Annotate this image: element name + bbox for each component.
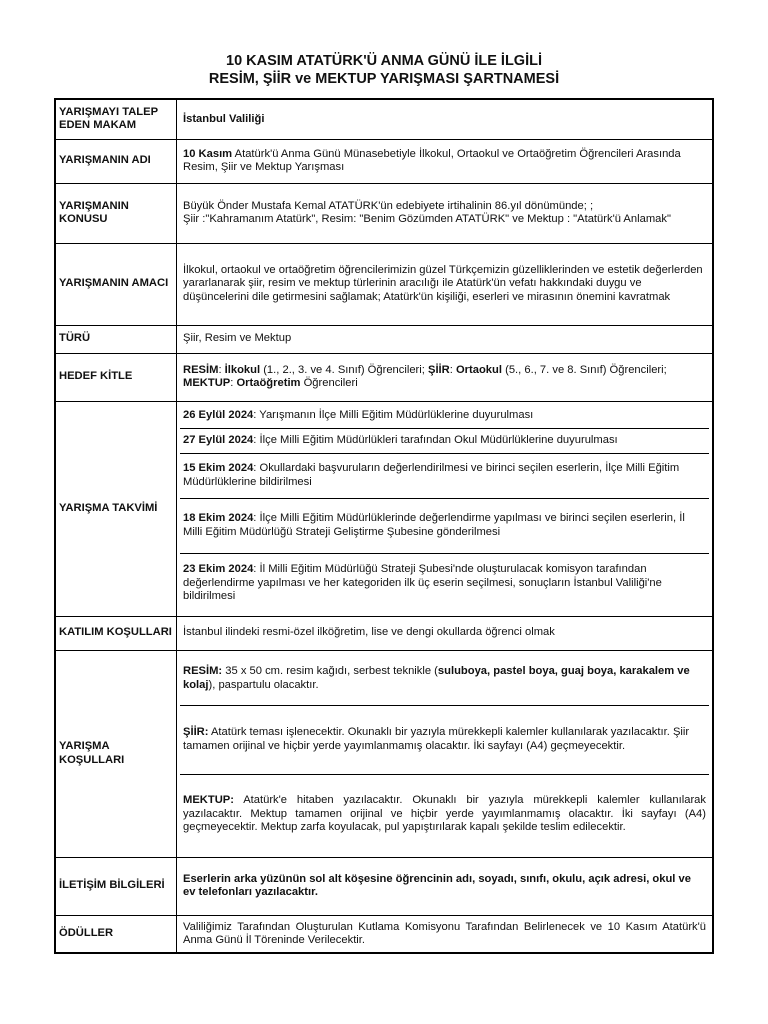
label-oduller: ÖDÜLLER	[55, 915, 177, 953]
label-makam: YARIŞMAYI TALEP EDEN MAKAM	[55, 99, 177, 139]
takvim-item: 27 Eylül 2024: İlçe Milli Eğitim Müdürlükleri tarafından Okul Müdürlüklerine duyurulması	[180, 429, 709, 454]
row-kosul	[55, 650, 713, 857]
label-hedef: HEDEF KİTLE	[55, 353, 177, 401]
value-katilim: İstanbul ilindeki resmi-özel ilköğretim, lise ve dengi okullarda öğrenci olmak	[183, 626, 555, 639]
value-turu: Şiir, Resim ve Mektup	[183, 332, 292, 345]
row-makam	[55, 99, 713, 139]
value-makam: İstanbul Valiliği	[183, 112, 265, 125]
value-amac: İlkokul, ortaokul ve ortaöğretim öğrencilerimizin güzel Türkçemizin güzelliklerinden ve estetik değerlerden yararlanarak şiir, resim ve mektup türlerinin aracılığı ile Atatürk'ün vefatı hakkındaki duygu ve düşüncelerini dile getirmesini sağlamak; Atatürk'ün kişiliği, eserleri ve mirasının önemini kavratmak	[183, 263, 703, 303]
row-amac	[55, 243, 713, 325]
row-oduller	[55, 915, 713, 953]
kosul-mektup: MEKTUP: Atatürk'e hitaben yazılacaktır. Okunaklı bir yazıyla mürekkepli kalemler kullanılarak yazılacaktır. Mektup tamamen orijinal ve hiçbir yerde yayımlanmamış olacaktır. İki sayfayı (A4) geçmeyecektir. Mektup zarfa koyulacak, pul yapıştırılarak kapalı şekilde teslim edilecektir.	[183, 794, 706, 834]
row-adi	[55, 139, 713, 183]
takvim-item: 15 Ekim 2024: Okullardaki başvuruların değerlendirilmesi ve birinci seçilen eserlerin, İlçe Milli Eğitim Müdürlüklerine bildirilmesi	[180, 454, 709, 499]
value-iletisim: Eserlerin arka yüzünün sol alt köşesine öğrencinin adı, soyadı, sınıfı, okulu, açık adresi, okul ve ev telefonları yazılacaktır.	[183, 872, 691, 898]
kosul-resim: RESİM: 35 x 50 cm. resim kağıdı, serbest teknikle (suluboya, pastel boya, guaj boya, karakalem ve kolaj), paspartulu olacaktır.	[180, 653, 709, 706]
title-line-1: 10 KASIM ATATÜRK'Ü ANMA GÜNÜ İLE İLGİLİ	[226, 53, 542, 69]
value-oduller: Valiliğimiz Tarafından Oluşturulan Kutlama Komisyonu Tarafından Belirlenecek ve 10 Kasım Atatürk'ü Anma Günü İl Töreninde Verilecektir.	[183, 920, 706, 946]
label-amac: YARIŞMANIN AMACI	[55, 243, 177, 325]
value-hedef: RESİM: İlkokul (1., 2., 3. ve 4. Sınıf) Öğrencileri; ŞİİR: Ortaokul (5., 6., 7. ve 8. Sınıf) Öğrencileri; MEKTUP: Ortaöğretim Öğrencileri	[183, 363, 667, 389]
value-konu: Büyük Önder Mustafa Kemal ATATÜRK'ün edebiyete irtihalinin 86.yıl dönümünde; ; Şiir :"Kahramanım Atatürk", Resim: "Benim Gözümden ATATÜRK" ve Mektup : "Atatürk'ü Anlamak"	[183, 199, 671, 225]
document-title	[0, 52, 768, 88]
label-iletisim: İLETİŞİM BİLGİLERİ	[55, 857, 177, 915]
label-takvim: YARIŞMA TAKVİMİ	[55, 401, 177, 616]
title-line-2: RESİM, ŞİİR ve MEKTUP YARIŞMASI ŞARTNAMESİ	[208, 71, 560, 87]
value-adi: 10 Kasım Atatürk'ü Anma Günü Münasebetiyle İlkokul, Ortaokul ve Ortaöğretim Öğrencileri Arasında Resim, Şiir ve Mektup Yarışması	[183, 147, 681, 173]
label-katilim: KATILIM KOŞULLARI	[55, 616, 177, 650]
row-katilim	[55, 616, 713, 650]
specification-table	[54, 98, 714, 954]
label-adi: YARIŞMANIN ADI	[55, 139, 177, 183]
row-konu	[55, 183, 713, 243]
takvim-item: 18 Ekim 2024: İlçe Milli Eğitim Müdürlüklerinde değerlendirme yapılması ve birinci seçilen eserlerin, İl Milli Eğitim Müdürlüğü Strateji Geliştirme Şubesine gönderilmesi	[180, 499, 709, 554]
kosul-siir: ŞİİR: Atatürk teması işlenecektir. Okunaklı bir yazıyla mürekkepli kalemler kullanılarak yazılacaktır. Şiir tamamen orijinal ve hiçbir yerde yayımlanmamış olacaktır. İki sayfayı (A4) geçmeyecektir.	[180, 706, 709, 775]
row-iletisim	[55, 857, 713, 915]
takvim-item: 26 Eylül 2024: Yarışmanın İlçe Milli Eğitim Müdürlüklerine duyurulması	[180, 404, 709, 429]
label-kosul: YARIŞMA KOŞULLARI	[55, 650, 177, 857]
row-turu	[55, 325, 713, 353]
label-konu: YARIŞMANIN KONUSU	[55, 183, 177, 243]
row-hedef	[55, 353, 713, 401]
takvim-item: 23 Ekim 2024: İl Milli Eğitim Müdürlüğü Strateji Şubesi'nde oluşturulacak komisyon tarafından değerlendirme yapılması ve her kategoriden ilk üç eserin seçilmesi, sonuçların İstanbul Valiliği'ne bildirilmesi	[183, 563, 662, 603]
label-turu: TÜRÜ	[55, 325, 177, 353]
row-takvim	[55, 401, 713, 616]
